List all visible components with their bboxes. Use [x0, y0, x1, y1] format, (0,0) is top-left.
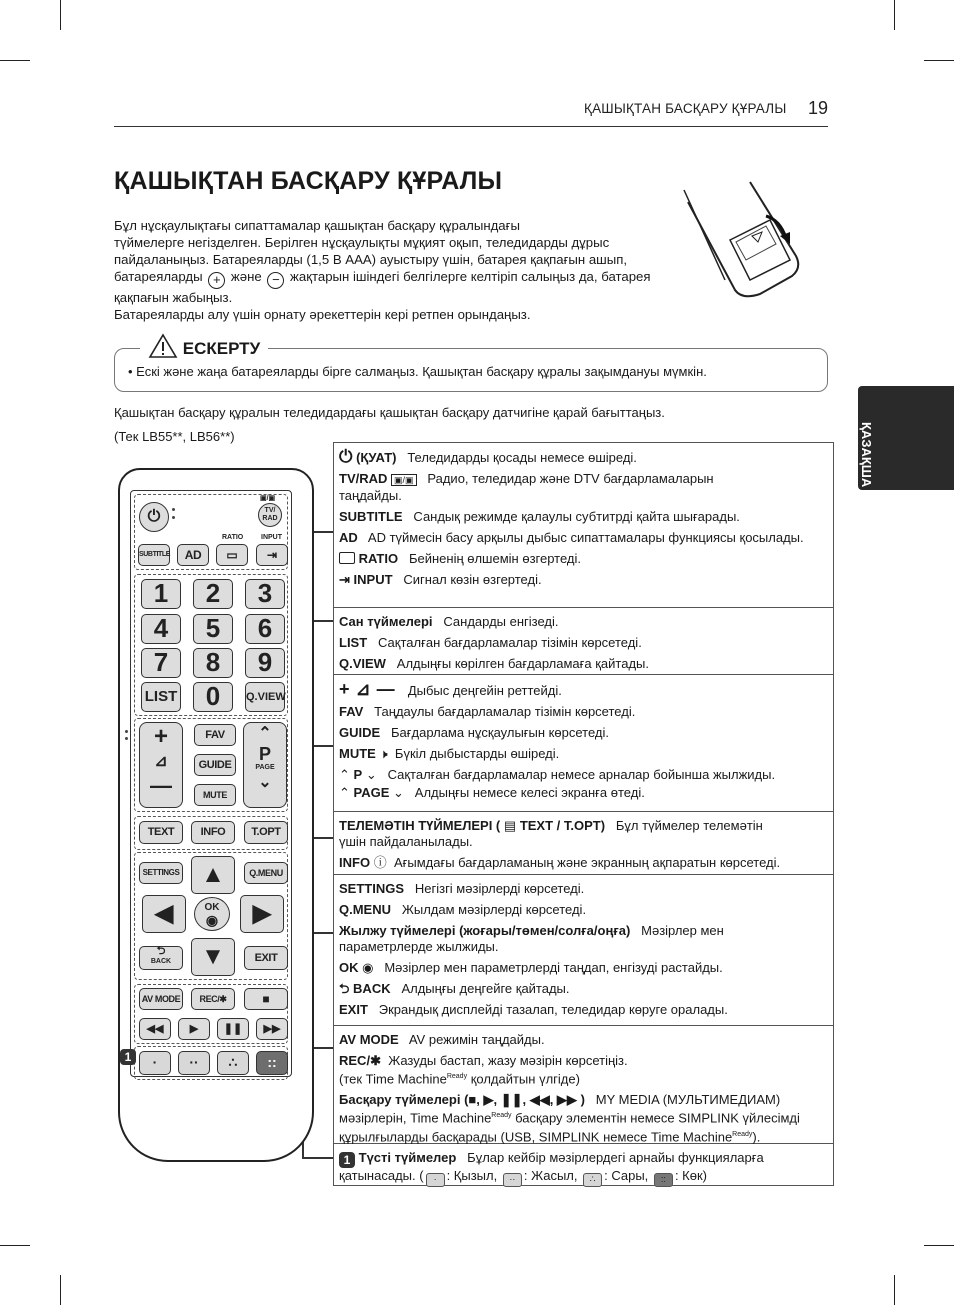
playback-icons: ■, ▶, ❚❚, ◀◀, ▶▶	[468, 1092, 577, 1108]
row-desc: қолдайтын үлгіде)	[470, 1071, 580, 1087]
row-desc: : Сары,	[604, 1168, 649, 1183]
row-label: REC/	[339, 1053, 371, 1068]
qview-button[interactable]: Q.VIEW	[245, 682, 285, 712]
row-desc: Алдыңғы көрілген бағдарламаға қайтады.	[396, 656, 650, 671]
row-desc: (тек Time Machine	[339, 1071, 447, 1087]
qmenu-row	[339, 902, 828, 918]
info-button[interactable]: INFO	[191, 821, 235, 844]
chevron-up-icon: ⌃	[339, 785, 350, 800]
info-icon: ⓘ	[373, 855, 387, 870]
row-desc: үшін пайдаланылады.	[339, 834, 473, 849]
row-desc: ).	[752, 1128, 761, 1144]
rewind-button[interactable]: ◀◀	[139, 1018, 171, 1040]
row-desc: Сандарды енгізеді.	[443, 614, 559, 629]
number-button[interactable]: 3	[245, 579, 285, 609]
chevron-down-icon: ⌄	[393, 785, 404, 800]
row-desc: мәзірлерін, Time Machine	[339, 1110, 492, 1126]
row-label: ТЕЛЕМӘТІН ТҮЙМЕЛЕРІ (	[339, 818, 501, 833]
row-desc: Жылдам мәзірлерді көрсетеді.	[401, 902, 587, 917]
warning-icon	[148, 333, 178, 359]
mute-icon: 🕨	[379, 746, 388, 761]
language-tab-label: ҚАЗАҚША	[859, 422, 874, 488]
row-desc: Таңдаулы бағдарламалар тізімін көрсетеді.	[374, 704, 636, 719]
volume-row	[339, 681, 828, 699]
button-description-table	[333, 442, 834, 1186]
row-desc: Жазуды бастап, жазу мәзірін көрсетіңіз.	[388, 1053, 628, 1068]
running-header: ҚАШЫҚТАН БАСҚАРУ ҚҰРАЛЫ	[584, 101, 787, 116]
qview-row	[339, 656, 828, 672]
page-number: 19	[808, 98, 829, 118]
back-button[interactable]	[139, 946, 183, 970]
page-label: PAGE	[255, 764, 275, 771]
row-desc: Негізгі мәзірлерді көрсетеді.	[414, 881, 585, 896]
crop-mark	[894, 0, 895, 30]
stop-button[interactable]: ■	[244, 988, 288, 1010]
row-label: )	[580, 1092, 585, 1108]
blue-button-icon: ::	[654, 1173, 673, 1187]
intro-text: батареяларды	[114, 269, 203, 284]
number-button[interactable]: 7	[141, 648, 181, 678]
text-icon: ▤	[503, 818, 517, 833]
leader-line	[302, 1157, 333, 1159]
crop-mark	[60, 1275, 61, 1305]
intro-line: пайдаланыңыз. Батареяларды (1,5 В ААА) ауыстыру үшін, батарея қақпағын ашып,	[114, 252, 628, 267]
table-section-colors	[334, 1144, 833, 1185]
row-desc: Сақталған бағдарламалар немесе арналар бойынша жылжиды.	[387, 767, 776, 782]
row-desc: AD түймесін басу арқылы дыбыс сипаттамалары функциясы қосылады.	[367, 530, 804, 545]
green-button-icon: ··	[503, 1173, 522, 1187]
exit-row	[339, 1002, 828, 1018]
superscript: Ready	[732, 1130, 753, 1138]
list-button[interactable]: LIST	[141, 682, 181, 712]
arrow-right-button[interactable]: ▶	[240, 895, 284, 933]
row-label: Q.MENU	[339, 902, 391, 917]
aim-instruction: Қашықтан басқару құралын теледидардағы қашықтан басқару датчигіне қарай бағыттаңыз.	[114, 405, 665, 420]
number-button[interactable]: 8	[193, 648, 233, 678]
info-row	[339, 855, 828, 871]
row-label: GUIDE	[339, 725, 381, 740]
chevron-up-icon: ⌃	[339, 767, 350, 782]
topt-button[interactable]: T.OPT	[244, 821, 288, 844]
caution-heading	[140, 333, 268, 359]
row-desc: қатынасады. (	[339, 1168, 424, 1183]
crop-mark	[0, 1245, 30, 1246]
yellow-button-icon: ∴	[583, 1173, 602, 1187]
row-desc: : Қызыл,	[446, 1168, 498, 1183]
page-title: ҚАШЫҚТАН БАСҚАРУ ҚҰРАЛЫ	[114, 167, 503, 195]
crop-mark	[60, 0, 61, 30]
intro-line: түймелерге негізделген. Берілген нұсқаулықты мұқият оқып, теледидарды дұрыс	[114, 235, 610, 250]
row-desc: Теледидарды қосады немесе өшіреді.	[407, 450, 637, 465]
input-button[interactable]: ⇥	[256, 544, 288, 566]
row-label: SETTINGS	[339, 881, 405, 896]
rec-row	[339, 1053, 828, 1087]
avmode-button[interactable]: AV MODE	[139, 988, 183, 1010]
row-label: RATIO	[358, 551, 399, 566]
fast-forward-button[interactable]: ▶▶	[256, 1018, 288, 1040]
row-label: INFO	[339, 855, 371, 870]
row-label: BACK	[353, 981, 391, 996]
ok-row	[339, 960, 828, 976]
input-row	[339, 572, 828, 588]
number-button[interactable]: 9	[245, 648, 285, 678]
p-label: P	[258, 744, 271, 764]
row-label: P	[353, 767, 363, 782]
row-desc: AV режимін таңдайды.	[408, 1032, 545, 1047]
exit-button[interactable]: EXIT	[244, 946, 288, 970]
p-row	[339, 767, 828, 783]
superscript: Ready	[491, 1112, 512, 1120]
chevron-up-icon: ⌃	[258, 725, 272, 742]
settings-row	[339, 881, 828, 897]
row-label: PAGE	[353, 785, 390, 800]
row-label: TV/RAD	[339, 471, 388, 486]
row-desc: параметрлерде жылжиды.	[339, 939, 499, 954]
mute-button[interactable]: MUTE	[194, 784, 236, 806]
row-desc: Сигнал көзін өзгертеді.	[403, 572, 542, 587]
guide-button[interactable]: GUIDE	[194, 754, 236, 776]
number-badge: 1	[120, 1049, 136, 1065]
subtitle-row	[339, 509, 828, 525]
intro-paragraph	[114, 217, 684, 323]
table-section-media	[334, 1026, 833, 1144]
row-desc: Радио, теледидар және DTV бағдарламаларын	[427, 471, 714, 486]
tvrad-row	[339, 471, 828, 504]
row-label: Басқару түймелері (	[339, 1092, 469, 1108]
play-button[interactable]: ▶	[178, 1018, 210, 1040]
chevron-down-icon: ⌄	[258, 774, 272, 791]
number-button[interactable]: 6	[245, 614, 285, 644]
ratio-button[interactable]: ▭	[216, 544, 248, 566]
volume-rocker[interactable]	[139, 722, 183, 808]
row-desc: MY MEDIA (МУЛЬТИМЕДИАМ)	[595, 1092, 781, 1108]
row-desc: Экрандық дисплейді тазалап, теледидар көруге оралады.	[378, 1002, 728, 1017]
row-desc: Бүкіл дыбыстарды өшіреді.	[394, 746, 560, 761]
row-desc: Алдыңғы деңгейге қайтады.	[401, 981, 570, 996]
volume-down-icon: —	[150, 773, 172, 798]
row-desc: : Жасыл,	[523, 1168, 578, 1183]
control-row	[339, 1092, 828, 1145]
tv-rad-button[interactable]: TV/ RAD	[258, 503, 282, 527]
battery-cover-illustration	[680, 180, 810, 300]
row-label: AD	[339, 530, 358, 545]
table-section-numbers	[334, 608, 833, 675]
crop-mark	[924, 1245, 954, 1246]
power-button[interactable]: ⏻	[139, 502, 169, 532]
blue-button[interactable]: ::	[256, 1051, 288, 1075]
number-badge: 1	[339, 1152, 355, 1168]
table-section-teletext	[334, 812, 833, 875]
crop-mark	[0, 60, 30, 61]
model-note: (Тек LB55**, LB56**)	[114, 429, 235, 444]
number-button[interactable]: 4	[141, 614, 181, 644]
row-label: INPUT	[353, 572, 393, 587]
row-desc: Ағымдағы бағдарламаның және экранның ақпаратын көрсетеді.	[393, 855, 781, 870]
yellow-button[interactable]: ∴	[217, 1051, 249, 1075]
page-row	[339, 785, 828, 801]
fav-button[interactable]: FAV	[194, 724, 236, 746]
row-label: TEXT / T.OPT)	[519, 818, 606, 833]
row-label: Q.VIEW	[339, 656, 386, 671]
row-label: Түсті түймелер	[358, 1150, 457, 1165]
input-icon: ⇥	[339, 572, 350, 587]
subtitle-button[interactable]: SUBTITLE	[138, 544, 170, 566]
row-label: Сан түймелері	[339, 614, 433, 629]
leader-line	[312, 1047, 333, 1049]
arrow-up-button[interactable]: ▲	[191, 856, 235, 894]
volume-icons: +⊿—	[339, 679, 401, 699]
ok-icon: ◉	[362, 960, 374, 975]
ok-icon: ◉	[205, 912, 219, 928]
row-label: MUTE	[339, 746, 376, 761]
list-row	[339, 635, 828, 651]
language-tab	[858, 386, 954, 490]
ok-button[interactable]	[194, 897, 230, 931]
number-button[interactable]: 0	[193, 682, 233, 712]
intro-line: Батареяларды алу үшін орнату әрекеттерін кері ретпен орындаңыз.	[114, 307, 531, 322]
intro-text: жақтарын ішіндегі белгілерге келтіріп салыңыз да, батарея	[290, 269, 651, 284]
intro-line: қақпағын жабыңыз.	[114, 290, 233, 305]
row-desc: құрылғыларды басқарады (USB, SIMPLINK немесе Time Machine	[339, 1128, 733, 1144]
table-section-menu	[334, 875, 833, 1026]
row-desc: Бұлар кейбір мәзірлердегі арнайы функцияларға	[467, 1150, 764, 1165]
volume-icon: ⊿	[154, 753, 168, 770]
header-rule	[114, 126, 828, 127]
braille-dot	[125, 730, 128, 733]
table-section-top	[334, 443, 833, 608]
green-button[interactable]: ··	[178, 1051, 210, 1075]
ratio-row	[339, 551, 828, 567]
back-row	[339, 981, 828, 997]
row-desc: Дыбыс деңгейін реттейді.	[407, 683, 562, 698]
navigation-row	[339, 923, 828, 955]
ok-label: OK	[204, 902, 220, 913]
red-button-icon: ·	[426, 1173, 445, 1187]
row-label: Жылжу түймелері (жоғары/төмен/солға/оңға)	[339, 923, 631, 938]
ratio-icon	[339, 552, 355, 564]
red-button[interactable]: ·	[139, 1051, 171, 1075]
led-dot	[172, 508, 175, 511]
minus-icon: −	[267, 272, 284, 289]
row-desc: Бұл түймелер телемәтін	[615, 818, 763, 833]
row-desc: Сандық режимде қалаулы субтитрді қайта шығарады.	[413, 509, 740, 524]
row-label: SUBTITLE	[339, 509, 403, 524]
fav-row	[339, 704, 828, 720]
text-button[interactable]: TEXT	[139, 821, 183, 844]
row-desc: Бағдарлама нұсқаулығын көрсетеді.	[391, 725, 609, 740]
back-icon: ⮌	[339, 981, 350, 996]
row-label: FAV	[339, 704, 364, 719]
row-desc: : Көк)	[674, 1168, 707, 1183]
arrow-down-button[interactable]: ▼	[191, 938, 235, 976]
led-dot	[172, 516, 175, 519]
settings-button[interactable]: SETTINGS	[139, 862, 183, 884]
intro-line: Бұл нұсқаулықтағы сипаттамалар қашықтан басқару құралындағы	[114, 218, 520, 233]
row-label: (ҚУАТ)	[356, 450, 397, 465]
caution-text: • Ескі және жаңа батареяларды бірге салмаңыз. Қашықтан басқару құралы зақымдануы мүмкін.	[128, 364, 707, 379]
chevron-down-icon: ⌄	[365, 767, 377, 782]
braille-dot	[125, 737, 128, 740]
qmenu-button[interactable]: Q.MENU	[244, 862, 288, 884]
ad-button[interactable]: AD	[177, 544, 209, 566]
crop-mark	[924, 60, 954, 61]
intro-line	[114, 268, 684, 289]
number-button[interactable]: 1	[141, 579, 181, 609]
input-small-label: INPUT	[261, 534, 282, 541]
mute-row	[339, 746, 828, 762]
row-label: AV MODE	[339, 1032, 399, 1047]
pause-button[interactable]: ❚❚	[217, 1018, 249, 1040]
rec-icon: ✱	[370, 1053, 381, 1068]
superscript: Ready	[446, 1073, 468, 1080]
row-desc: Мәзірлер мен параметрлерді таңдап, енгізуді растайды.	[384, 960, 723, 975]
row-desc: Бейненің өлшемін өзгертеді.	[408, 551, 581, 566]
row-desc: таңдайды.	[339, 488, 402, 503]
crop-mark	[894, 1275, 895, 1305]
plus-icon: +	[208, 272, 225, 289]
color-row	[339, 1150, 828, 1187]
tv-radio-icon: ▣/▣	[391, 474, 417, 486]
row-desc: Мәзірлер мен	[641, 923, 724, 938]
row-label: LIST	[339, 635, 368, 650]
back-label: BACK	[150, 958, 172, 965]
table-section-volume	[334, 675, 833, 812]
row-desc: Алдыңғы немесе келесі экранға өтеді.	[414, 785, 645, 800]
number-button[interactable]: 5	[193, 614, 233, 644]
power-icon: ⏻	[339, 447, 353, 466]
caution-heading-text: ЕСКЕРТУ	[182, 339, 261, 358]
power-row	[339, 449, 828, 466]
arrow-left-button[interactable]: ◀	[142, 895, 186, 933]
teletext-row	[339, 818, 828, 850]
row-label: EXIT	[339, 1002, 368, 1017]
volume-up-icon: +	[153, 723, 168, 750]
row-label: OK	[339, 960, 359, 975]
guide-row	[339, 725, 828, 741]
number-row	[339, 614, 828, 630]
back-icon: ⮌	[156, 945, 166, 957]
avmode-row	[339, 1032, 828, 1048]
rec-button[interactable]: REC/✱	[191, 988, 235, 1010]
intro-text: және	[230, 269, 262, 284]
channel-rocker[interactable]	[243, 722, 287, 808]
tv-rad-icon: ▣/▣	[260, 495, 276, 502]
ad-row	[339, 530, 828, 546]
ratio-small-label: RATIO	[222, 534, 244, 541]
row-desc: басқару элементін немесе SIMPLINK үйлесімді	[515, 1110, 800, 1126]
number-button[interactable]: 2	[193, 579, 233, 609]
row-desc: Сақталған бағдарламалар тізімін көрсетеді.	[378, 635, 642, 650]
